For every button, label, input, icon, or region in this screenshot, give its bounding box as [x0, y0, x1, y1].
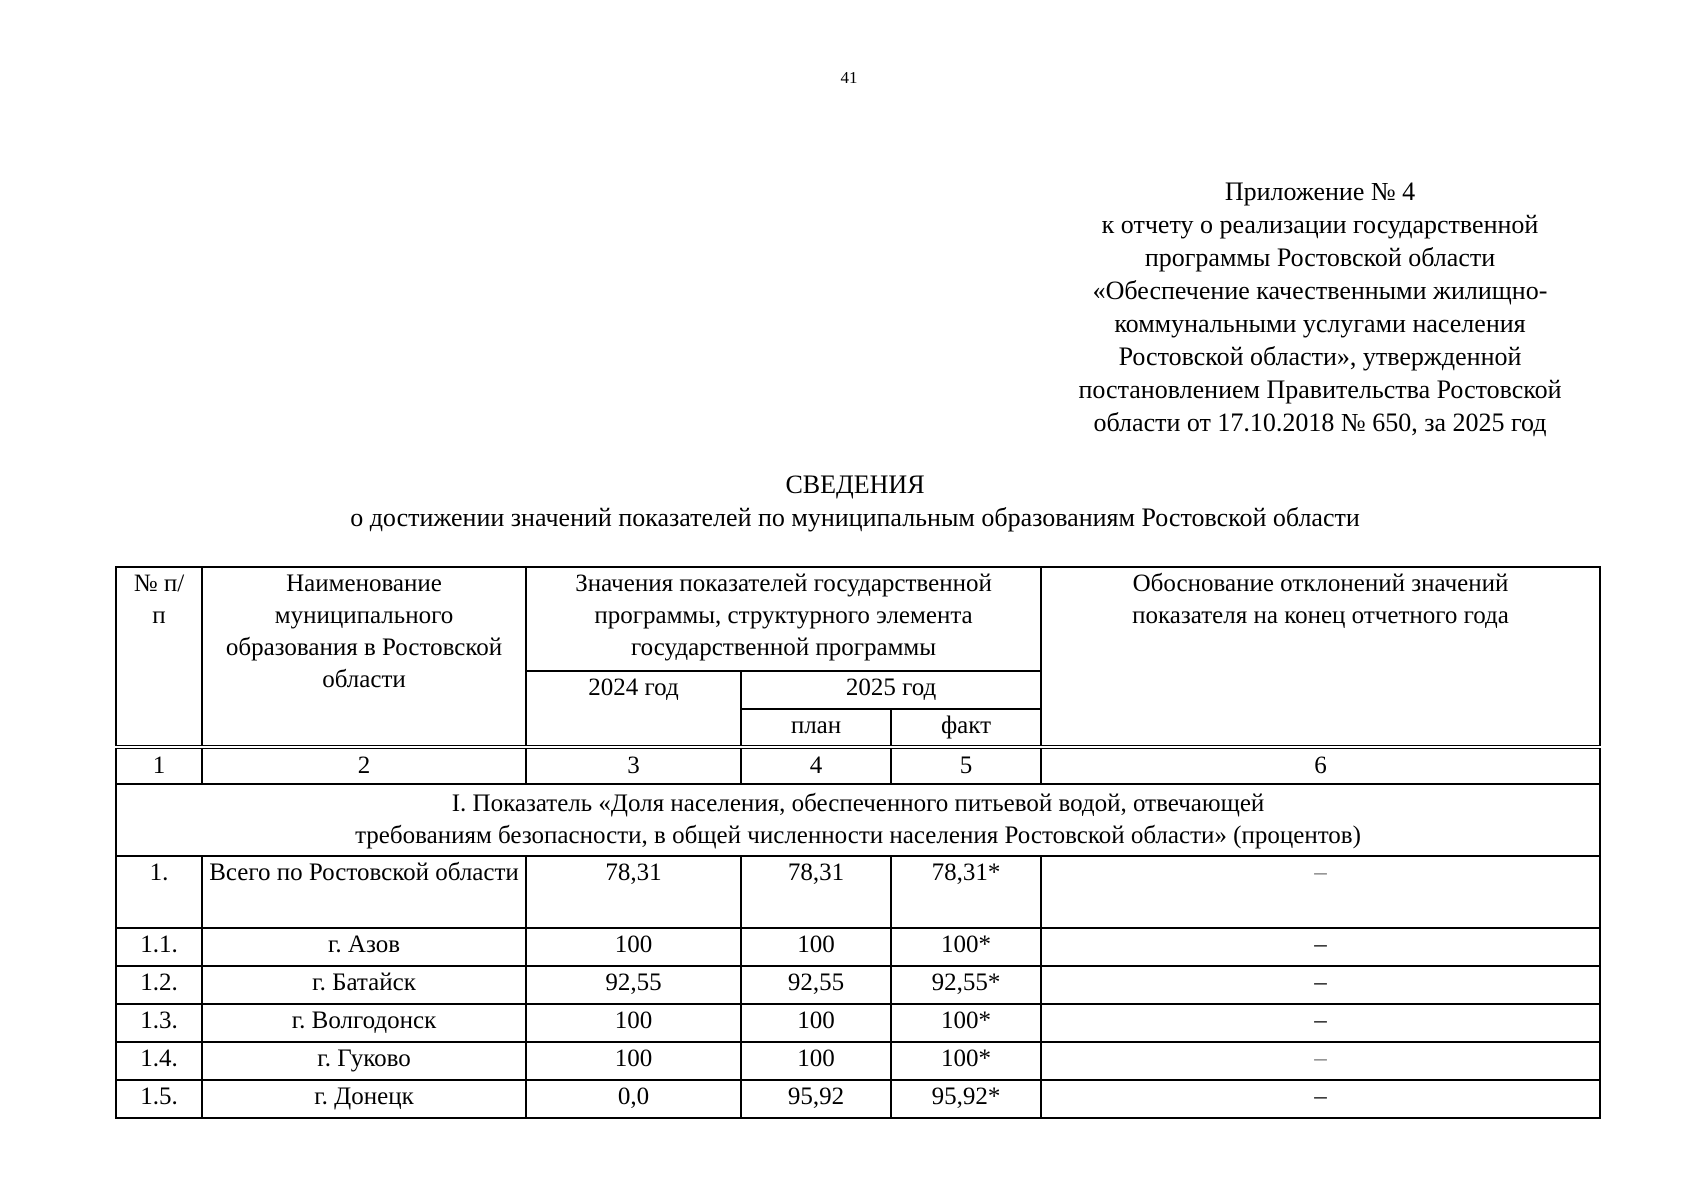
row-note: – [1041, 1042, 1600, 1080]
appendix-line: к отчету о реализации государственной [1101, 210, 1539, 239]
row-2024: 92,55 [526, 966, 741, 1004]
appendix-line: постановлением Правительства Ростовской [1078, 375, 1562, 404]
row-name: г. Гуково [202, 1042, 526, 1080]
row-note: – [1041, 928, 1600, 966]
header-plan: план [741, 709, 891, 747]
row-2024: 100 [526, 1004, 741, 1042]
appendix-line: «Обеспечение качественными жилищно- [1092, 276, 1548, 305]
row-fact: 95,92* [891, 1080, 1041, 1118]
row-fact: 100* [891, 1004, 1041, 1042]
page-number: 41 [840, 68, 858, 87]
column-numbers-row [116, 747, 1600, 784]
table-row [116, 1004, 1600, 1042]
column-number: 6 [1041, 747, 1600, 784]
row-fact: 100* [891, 928, 1041, 966]
section-row [116, 784, 1600, 856]
row-plan: 95,92 [741, 1080, 891, 1118]
document-subtitle: о достижении значений показателей по муниципальным образованиям Ростовской области [350, 503, 1360, 532]
document-title: СВЕДЕНИЯ [785, 470, 925, 499]
row-plan: 100 [741, 1042, 891, 1080]
table-row [116, 856, 1600, 928]
header-values: Значения показателей государственной программы, структурного элемента государственной программы [526, 567, 1041, 671]
row-2024: 0,0 [526, 1080, 741, 1118]
indicators-table [115, 566, 1601, 1119]
row-plan: 100 [741, 928, 891, 966]
row-plan: 78,31 [741, 856, 891, 928]
row-name: г. Азов [202, 928, 526, 966]
row-name: Всего по Ростовской области [202, 856, 526, 928]
row-2024: 100 [526, 1042, 741, 1080]
section-title [116, 784, 1600, 856]
header-row [116, 567, 1600, 671]
row-plan: 92,55 [741, 966, 891, 1004]
row-2024: 78,31 [526, 856, 741, 928]
row-num: 1.3. [116, 1004, 202, 1042]
row-plan: 100 [741, 1004, 891, 1042]
document-title-block [0, 468, 1698, 534]
table-row [116, 1080, 1600, 1118]
row-num: 1. [116, 856, 202, 928]
column-number: 5 [891, 747, 1041, 784]
column-number: 4 [741, 747, 891, 784]
header-name: Наименование муниципального образования в Ростовской области [202, 567, 526, 747]
row-fact: 92,55* [891, 966, 1041, 1004]
appendix-line: Ростовской области», утвержденной [1118, 342, 1522, 371]
row-note: – [1041, 1004, 1600, 1042]
row-name: г. Волгодонск [202, 1004, 526, 1042]
appendix-line: Приложение № 4 [1224, 177, 1416, 206]
column-number: 3 [526, 747, 741, 784]
row-num: 1.5. [116, 1080, 202, 1118]
table-row [116, 966, 1600, 1004]
row-num: 1.1. [116, 928, 202, 966]
appendix-line: области от 17.10.2018 № 650, за 2025 год [1093, 408, 1547, 437]
table-row [116, 1042, 1600, 1080]
section-title-line: I. Показатель «Доля населения, обеспеченного питьевой водой, отвечающей [451, 790, 1265, 817]
appendix-line: коммунальными услугами населения [1114, 309, 1526, 338]
appendix-block [1040, 175, 1600, 439]
column-number: 2 [202, 747, 526, 784]
header-year-2025: 2025 год [741, 671, 1041, 709]
row-note: – [1041, 1080, 1600, 1118]
header-year-2024: 2024 год [526, 671, 741, 747]
row-num: 1.2. [116, 966, 202, 1004]
row-fact: 78,31* [891, 856, 1041, 928]
section-title-line: требованиям безопасности, в общей численности населения Ростовской области» (процентов) [355, 822, 1361, 849]
row-2024: 100 [526, 928, 741, 966]
appendix-line: программы Ростовской области [1144, 243, 1496, 272]
row-name: г. Донецк [202, 1080, 526, 1118]
row-note: – [1041, 966, 1600, 1004]
column-number: 1 [116, 747, 202, 784]
header-num: № п/п [116, 567, 202, 747]
row-num: 1.4. [116, 1042, 202, 1080]
header-fact: факт [891, 709, 1041, 747]
row-note: – [1041, 856, 1600, 928]
row-fact: 100* [891, 1042, 1041, 1080]
row-name: г. Батайск [202, 966, 526, 1004]
header-justification: Обоснование отклонений значений показателя на конец отчетного года [1041, 567, 1600, 747]
table-row [116, 928, 1600, 966]
